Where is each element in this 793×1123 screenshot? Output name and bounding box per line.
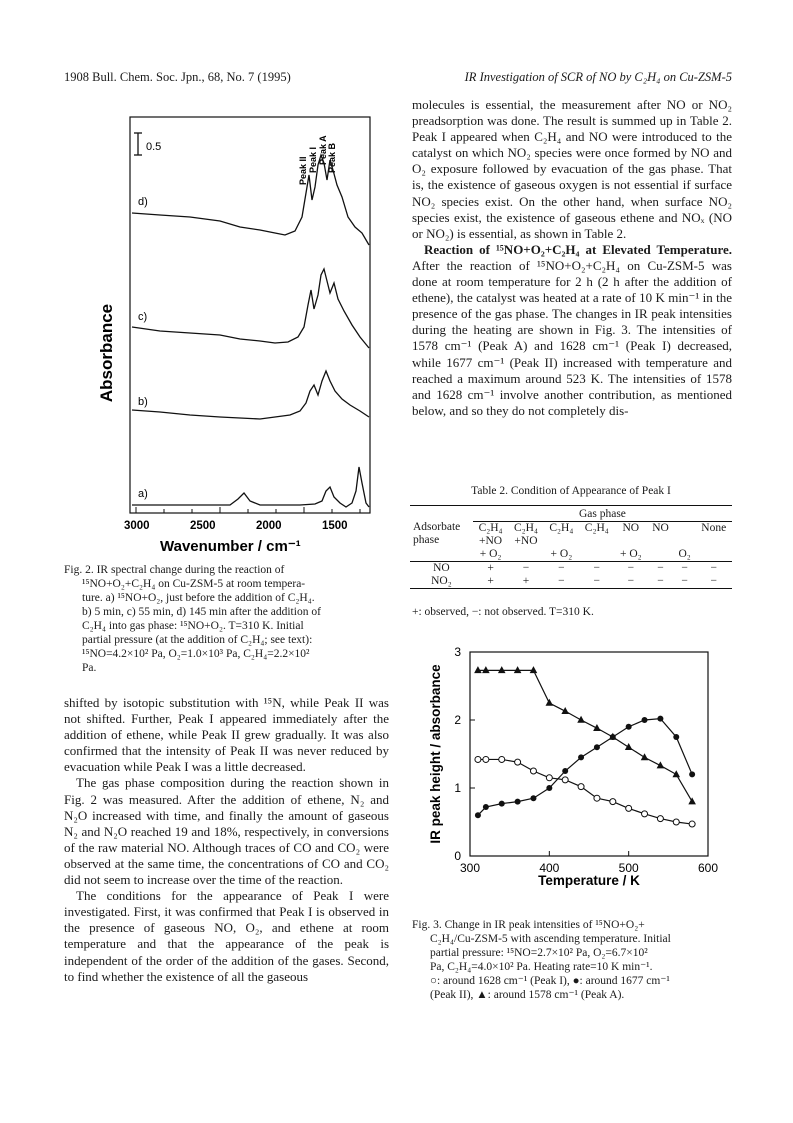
data-point-open-circle	[642, 811, 648, 817]
data-point-open-circle	[610, 799, 616, 805]
x-tick-label: 400	[539, 861, 560, 875]
fig3-xlabel: Temperature / K	[538, 873, 640, 888]
data-point-filled-circle	[642, 717, 648, 723]
data-point-filled-circle	[689, 771, 695, 777]
data-point-open-circle	[562, 777, 568, 783]
col-head: C₂H₄	[584, 522, 609, 534]
spectrum-label-d: d)	[138, 196, 148, 208]
data-point-filled-circle	[594, 744, 600, 750]
fig2-caption-line: ¹⁵NO+O₂+C₂H₄ on Cu-ZSM-5 at room tempera-	[82, 578, 306, 590]
table-row	[410, 562, 732, 576]
paragraph: shifted by isotopic substitution with ¹⁵N, while Peak II was not shifted. Further, Peak I appeared immediately after the addition of ethene, while Peak II grew gradually. It was also confirmed that the intensity of Peak II was never reduced by evacuation while Peak I was a little decreased.	[64, 695, 389, 775]
header-journal: 1908 Bull. Chem. Soc. Jpn., 68, No. 7 (1995)	[64, 70, 291, 84]
table-cell: −	[627, 575, 635, 587]
data-point-filled-circle	[673, 734, 679, 740]
fig2-caption-line: partial pressure (at the addition of C₂H₄; see text):	[82, 634, 313, 646]
figure-2-ir-spectra	[60, 105, 390, 560]
table-2	[410, 505, 732, 589]
peak-label-I: Peak I	[308, 146, 318, 173]
data-point-open-circle	[483, 756, 489, 762]
col-head: + O₂	[619, 548, 642, 560]
data-point-triangle	[482, 666, 490, 673]
table-cell: −	[657, 562, 664, 574]
fig2-xtick-3000: 3000	[124, 520, 150, 532]
fig3-caption-line: ○: around 1628 cm⁻¹ (Peak I), ●: around 1677 cm⁻¹	[430, 975, 670, 987]
fig2-xlabel: Wavenumber / cm⁻¹	[160, 538, 301, 555]
header-title: IR Investigation of SCR of NO by C₂H₄ on Cu-ZSM-5	[464, 70, 732, 84]
col-head-part: + O₂	[479, 548, 502, 560]
table-2-title: Table 2. Condition of Appearance of Peak I	[471, 485, 671, 497]
col-head	[579, 535, 614, 562]
table-cell: −	[593, 575, 601, 587]
fig3-caption-line: Pa, C₂H₄=4.0×10² Pa. Heating rate=10 K min⁻¹.	[430, 961, 653, 973]
table-cell: −	[710, 562, 717, 574]
col-head-part: +NO	[479, 535, 503, 547]
data-point-open-circle	[515, 759, 521, 765]
data-point-triangle	[474, 666, 482, 673]
data-point-filled-circle	[483, 804, 489, 810]
scale-bar-label: 0.5	[146, 141, 162, 153]
col-head	[695, 535, 732, 562]
col-head: C₂H₄	[549, 522, 574, 534]
fig2-caption-line: b) 5 min, c) 55 min, d) 145 min after the addition of	[82, 606, 321, 618]
col-head	[473, 535, 508, 562]
section-heading: Reaction of ¹⁵NO+O₂+C₂H₄ at Elevated Temperature.	[424, 241, 732, 257]
fig2-frame	[130, 117, 370, 513]
fig2-ylabel: Absorbance	[97, 303, 116, 403]
col-head: C₂H₄	[478, 522, 503, 534]
table-cell: −	[522, 562, 530, 574]
fig3-ylabel: IR peak height / absorbance	[428, 664, 443, 844]
table-cell: −	[558, 575, 565, 587]
data-point-open-circle	[689, 821, 695, 827]
data-point-triangle	[625, 743, 633, 750]
fig3-caption-line: partial pressure: ¹⁵NO=2.7×10² Pa, O₂=6.7×10²	[430, 947, 648, 959]
fig3-caption-line: C₂H₄/Cu-ZSM-5 with ascending temperature. Initial	[430, 933, 671, 945]
fig2-caption-line: C₂H₄ into gas phase: ¹⁵NO+O₂. T=310 K. Initial	[82, 620, 304, 632]
table-cell: −	[657, 575, 664, 587]
spectrum-label-a: a)	[138, 488, 148, 500]
fig2-caption-line: ture. a) ¹⁵NO+O₂, just before the addition of C₂H₄.	[82, 592, 315, 604]
col-head: NO	[622, 522, 640, 534]
data-point-triangle	[514, 666, 522, 673]
header-phase: phase	[413, 533, 440, 546]
table-2-note: +: observed, −: not observed. T=310 K.	[412, 606, 594, 618]
table-row	[410, 575, 732, 589]
table-cell: −	[681, 575, 688, 587]
peak-label-B: Peak B	[327, 142, 337, 173]
data-point-triangle	[688, 797, 696, 804]
data-point-triangle	[577, 716, 585, 723]
data-point-triangle	[498, 666, 506, 673]
spectrum-a	[132, 467, 369, 507]
data-point-filled-circle	[562, 768, 568, 774]
fig2-caption-line: Pa.	[82, 662, 97, 674]
paragraph: molecules is essential, the measurement after NO or NO₂ preadsorption was done. The result is summed up in Table 2. Peak I appeared when C₂H₄ and NO were introduced to the catalyst on which NO₂ species were once formed by NO and O₂ exposure followed by evacuation of the gas phase. That is, the existence of gaseous oxygen is not essential if surface NO₂ species exist. On the other hand, when surface NO₂ species exist, the existence of gaseous ethene and NOₓ (NO or NO₂) is essential, as shown in Table 2.	[412, 97, 732, 241]
data-point-filled-circle	[530, 795, 536, 801]
figure-2-caption	[64, 563, 394, 675]
data-point-filled-circle	[515, 799, 521, 805]
data-point-open-circle	[626, 805, 632, 811]
col-head: +NO	[514, 535, 538, 547]
data-point-open-circle	[673, 819, 679, 825]
data-point-open-circle	[594, 795, 600, 801]
data-point-triangle	[641, 753, 649, 760]
fig2-x-ticks	[136, 507, 360, 513]
data-point-filled-circle	[499, 801, 505, 807]
data-point-open-circle	[657, 816, 663, 822]
x-tick-label: 500	[618, 861, 639, 875]
table-cell: −	[710, 575, 717, 587]
row-adsorbate: NO₂	[431, 575, 452, 587]
data-point-filled-circle	[610, 734, 616, 740]
data-point-filled-circle	[578, 754, 584, 760]
col-head: NO	[652, 522, 669, 534]
paragraph: The gas phase composition during the reaction shown in Fig. 2 was measured. After the addition of ethene, N₂ and N₂O increased with time, and finally the amount of gaseous N₂ and N₂O reached 19 and 18%, respectively, in conversions of the raw material NO. Although traces of CO and CO₂ were observed at the same time, the concentrations of CO and CO₂ did not seem to increase over the time of the reaction.	[64, 775, 389, 888]
series-line-open-circle	[478, 759, 692, 824]
col-head-part: + O₂	[550, 548, 573, 560]
col-head	[674, 522, 696, 536]
data-point-open-circle	[475, 756, 481, 762]
table-cell: −	[593, 562, 601, 574]
data-point-triangle	[530, 666, 538, 673]
fig3-caption-line: Fig. 3. Change in IR peak intensities of ¹⁵NO+O₂+	[412, 919, 645, 931]
data-point-open-circle	[546, 775, 552, 781]
y-tick-label: 0	[454, 849, 461, 863]
data-point-filled-circle	[657, 716, 663, 722]
x-tick-label: 600	[697, 861, 719, 875]
fig3-series	[474, 666, 696, 827]
fig3-frame	[470, 652, 708, 856]
col-head: None	[701, 522, 727, 534]
scale-bar	[134, 133, 161, 155]
data-point-filled-circle	[475, 812, 481, 818]
fig2-caption-line: Fig. 2. IR spectral change during the reaction of	[64, 564, 285, 576]
spectrum-label-b: b)	[138, 396, 148, 408]
table-header-row	[410, 506, 732, 522]
table-header-adsorbate	[410, 506, 473, 562]
paragraph: The conditions for the appearance of Peak I were investigated. First, it was confirmed that Peak I is observed in the presence of gaseous NO, O₂, and ethene at room temperature and that the appearance of the peak is independent of the order of the addition of the gases. Second, to find whether the existence of all the gaseous	[64, 888, 389, 984]
section-paragraph	[412, 242, 732, 419]
y-tick-label: 1	[454, 781, 461, 795]
col-head: O₂	[678, 548, 691, 560]
spectrum-b	[132, 371, 369, 419]
figure-3-caption	[412, 918, 737, 1002]
table-cell: +	[522, 575, 530, 587]
left-column-text	[64, 695, 389, 985]
paragraph-text: After the reaction of ¹⁵NO+O₂+C₂H₄ on Cu-ZSM-5 was done at room temperature for 2 h (2 h after the addition of ethene), the catalyst was heated at a rate of 10 K min⁻¹ in the presence of the gas phase. The changes in IR peak intensities during the heating are shown in Fig. 3. The intensities of 1578 cm⁻¹ (Peak A) and 1628 cm⁻¹ (Peak I) decreased, while 1677 cm⁻¹ (Peak II) increased with temperature and reached a maximum around 523 K. The intensities of 1578 and 1628 cm⁻¹ involve another contribution, as mentioned below, and so they do not completely dis-	[412, 257, 732, 418]
spectrum-label-c: c)	[138, 311, 148, 323]
header-adsorbate: Adsorbate	[413, 520, 461, 533]
peak-label-II: Peak II	[298, 156, 308, 185]
spectrum-c	[132, 269, 369, 348]
table-cell: +	[487, 575, 494, 587]
table-cell: −	[558, 562, 565, 574]
figure-3-chart	[410, 640, 730, 890]
series-line-triangle	[478, 670, 692, 801]
fig3-caption-line: (Peak II), ▲: around 1578 cm⁻¹ (Peak A).	[430, 989, 625, 1001]
data-point-open-circle	[530, 768, 536, 774]
x-tick-label: 300	[459, 861, 481, 875]
table-cell: −	[627, 562, 635, 574]
data-point-filled-circle	[626, 724, 632, 730]
table-cell: −	[681, 562, 688, 574]
col-head: C₂H₄	[513, 522, 538, 534]
fig2-xtick-2500: 2500	[190, 520, 216, 532]
right-column-text	[412, 97, 732, 419]
fig2-xtick-2000: 2000	[256, 520, 282, 532]
y-tick-label: 3	[454, 645, 461, 659]
col-head	[647, 535, 674, 562]
data-point-open-circle	[578, 784, 584, 790]
col-head	[544, 535, 579, 562]
data-point-open-circle	[499, 756, 505, 762]
data-point-triangle	[546, 699, 554, 706]
row-adsorbate: NO	[433, 562, 450, 574]
data-point-triangle	[672, 770, 680, 777]
data-point-filled-circle	[546, 785, 552, 791]
table-cell: +	[487, 562, 494, 574]
y-tick-label: 2	[454, 713, 461, 727]
fig2-xtick-1500: 1500	[322, 520, 348, 532]
fig2-caption-line: ¹⁵NO=4.2×10² Pa, O₂=1.0×10³ Pa, C₂H₄=2.2×10²	[82, 648, 310, 660]
table-header-gas-phase: Gas phase	[473, 506, 732, 522]
peak-label-A: Peak A	[318, 135, 328, 165]
